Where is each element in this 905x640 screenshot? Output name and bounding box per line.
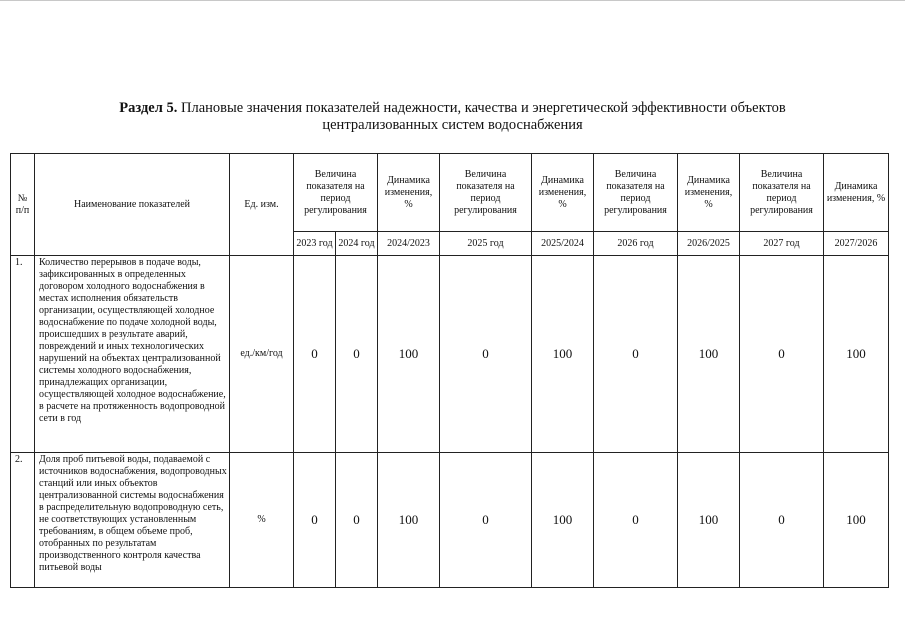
value-2027: 0 bbox=[740, 453, 824, 588]
header-dynamics-2027: Динамика изменения, % bbox=[824, 154, 889, 232]
header-dynamics-2024: Динамика изменения, % bbox=[378, 154, 440, 232]
dynamics-2027: 100 bbox=[824, 453, 889, 588]
indicators-table bbox=[10, 153, 889, 588]
value-2025: 0 bbox=[440, 256, 532, 453]
subheader-2025: 2025 год bbox=[440, 232, 532, 256]
dynamics-2024: 100 bbox=[378, 453, 440, 588]
header-value-period-2026: Величина показателя на период регулирования bbox=[594, 154, 678, 232]
subheader-2024-2023: 2024/2023 bbox=[378, 232, 440, 256]
header-dynamics-2025: Динамика изменения, % bbox=[532, 154, 594, 232]
header-row bbox=[11, 154, 889, 232]
row-unit: % bbox=[230, 453, 294, 588]
header-dynamics-2026: Динамика изменения, % bbox=[678, 154, 740, 232]
header-unit: Ед. изм. bbox=[230, 154, 294, 256]
dynamics-2024: 100 bbox=[378, 256, 440, 453]
dynamics-2026: 100 bbox=[678, 256, 740, 453]
header-num: № п/п bbox=[11, 154, 35, 256]
value-2023: 0 bbox=[294, 256, 336, 453]
value-2025: 0 bbox=[440, 453, 532, 588]
row-unit: ед./км/год bbox=[230, 256, 294, 453]
value-2026: 0 bbox=[594, 256, 678, 453]
scan-top-edge bbox=[0, 0, 905, 1]
value-2024: 0 bbox=[336, 453, 378, 588]
row-name: Доля проб питьевой воды, подаваемой с источников водоснабжения, водопроводных станций или иных объектов централизованной системы водоснабжения в распределительную водопроводную сеть, не соответствующих установленным требованиям, в общем объеме проб, отобранных по результатам производственного контроля качества питьевой воды bbox=[35, 453, 230, 588]
header-name: Наименование показателей bbox=[35, 154, 230, 256]
page-title bbox=[0, 100, 905, 134]
row-num: 1. bbox=[11, 256, 35, 453]
value-2024: 0 bbox=[336, 256, 378, 453]
header-value-period-2023-2024: Величина показателя на период регулирования bbox=[294, 154, 378, 232]
dynamics-2027: 100 bbox=[824, 256, 889, 453]
subheader-2027-2026: 2027/2026 bbox=[824, 232, 889, 256]
subheader-2027: 2027 год bbox=[740, 232, 824, 256]
header-value-period-2027: Величина показателя на период регулирования bbox=[740, 154, 824, 232]
value-2027: 0 bbox=[740, 256, 824, 453]
value-2026: 0 bbox=[594, 453, 678, 588]
row-name: Количество перерывов в подаче воды, зафиксированных в определенных договором холодного водоснабжения в местах исполнения обязательств организации, осуществляющей холодное водоснабжение по подаче холодной воды, происшедших в результате аварий, повреждений и иных технологических нарушений на объектах централизованной системы холодного водоснабжения, принадлежащих организации, осуществляющей холодное водоснабжение, в расчете на протяженность водопроводной сети в год bbox=[35, 256, 230, 453]
row-num: 2. bbox=[11, 453, 35, 588]
subheader-2026: 2026 год bbox=[594, 232, 678, 256]
dynamics-2025: 100 bbox=[532, 453, 594, 588]
subheader-2026-2025: 2026/2025 bbox=[678, 232, 740, 256]
title-line-2: централизованных систем водоснабжения bbox=[322, 117, 583, 133]
header-value-period-2025: Величина показателя на период регулирования bbox=[440, 154, 532, 232]
dynamics-2026: 100 bbox=[678, 453, 740, 588]
section-label: Раздел 5. bbox=[119, 100, 178, 116]
title-text: Плановые значения показателей надежности, качества и энергетической эффективности объектов bbox=[180, 100, 786, 116]
value-2023: 0 bbox=[294, 453, 336, 588]
dynamics-2025: 100 bbox=[532, 256, 594, 453]
subheader-2025-2024: 2025/2024 bbox=[532, 232, 594, 256]
table-row bbox=[11, 256, 889, 453]
table-row bbox=[11, 453, 889, 588]
subheader-2023: 2023 год bbox=[294, 232, 336, 256]
subheader-2024: 2024 год bbox=[336, 232, 378, 256]
title-line-1 bbox=[0, 100, 905, 117]
